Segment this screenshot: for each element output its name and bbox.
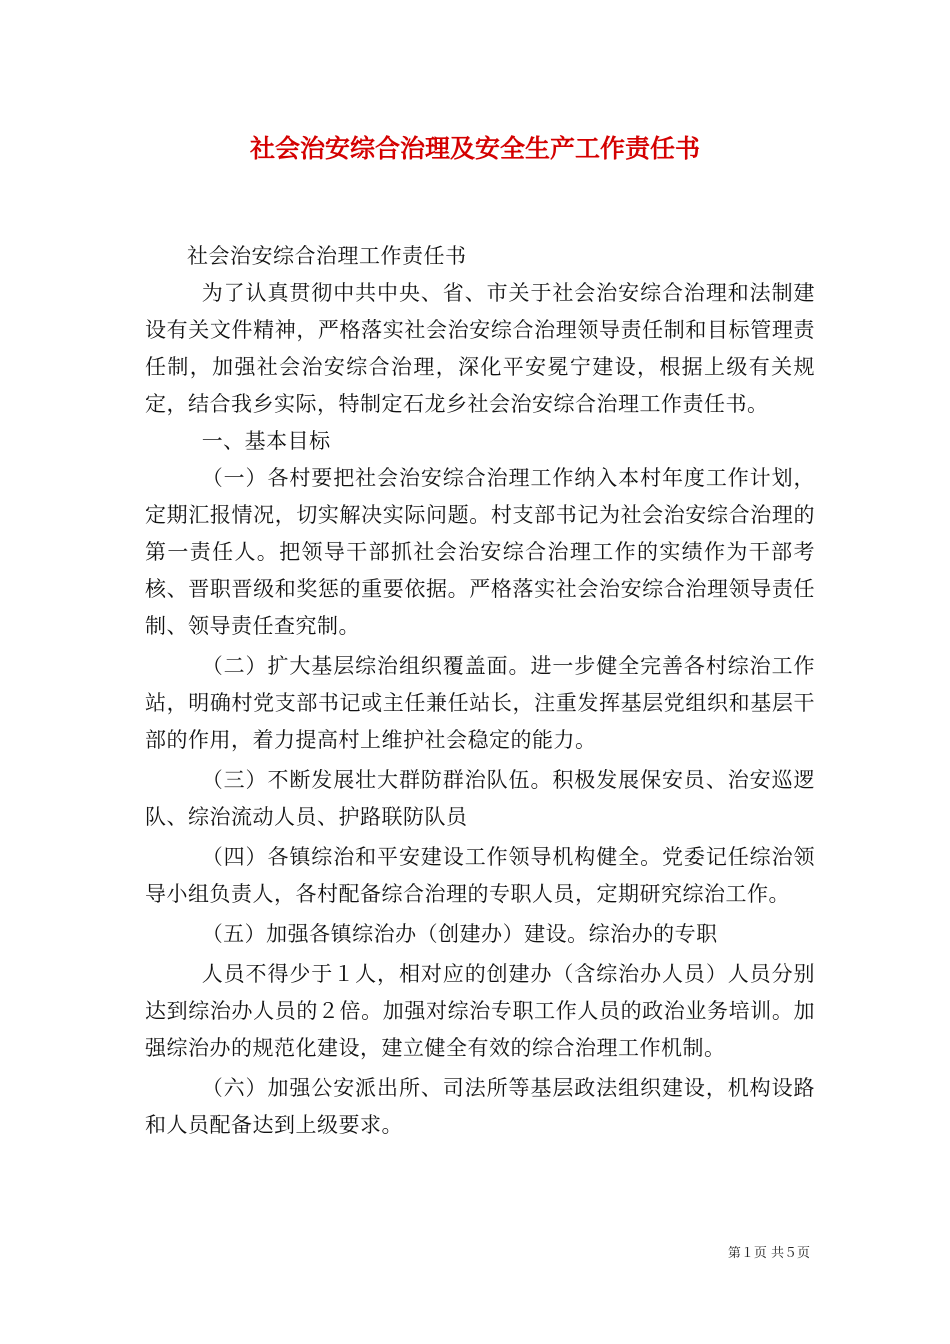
item-5-paragraph: （五）加强各镇综治办（创建办）建设。综治办的专职	[201, 922, 718, 946]
subtitle-paragraph: 社会治安综合治理工作责任书	[187, 244, 467, 268]
document-title: 社会治安综合治理及安全生产工作责任书	[249, 134, 700, 163]
page-number: 第１页 共５页	[727, 1246, 810, 1261]
section-heading: 一、基本目标	[201, 429, 331, 453]
item-6-paragraph: （六）加强公安派出所、司法所等基层政法组织建设，机构设路和人员配备达到上级要求。	[145, 1076, 815, 1137]
item-4-paragraph: （四）各镇综治和平安建设工作领导机构健全。党委记任综治领导小组负责人，各村配备综合治理的专职人员，定期研究综治工作。	[145, 845, 815, 906]
intro-paragraph: 为了认真贯彻中共中央、省、市关于社会治安综合治理和法制建设有关文件精神，严格落实社会治安综合治理领导责任制和目标管理责任制，加强社会治安综合治理，深化平安冕宁建设，根据上级有关规定，结合我乡实际，特制定石龙乡社会治安综合治理工作责任书。	[145, 281, 815, 416]
item-2-paragraph: （二）扩大基层综治组织覆盖面。进一步健全完善各村综治工作站，明确村党支部书记或主任兼任站长，注重发挥基层党组织和基层干部的作用，着力提高村上维护社会稳定的能力。	[145, 654, 815, 752]
item-3-paragraph: （三）不断发展壮大群防群治队伍。积极发展保安员、治安巡逻队、综治流动人员、护路联防队员	[145, 768, 815, 829]
item-5-continuation: 人员不得少于１人，相对应的创建办（含综治办人员）人员分别达到综治办人员的２倍。加强对综治专职工作人员的政治业务培训。加强综治办的规范化建设，建立健全有效的综合治理工作机制。	[145, 962, 815, 1060]
document-body	[145, 238, 815, 1144]
item-1-paragraph: （一）各村要把社会治安综合治理工作纳入本村年度工作计划，定期汇报情况，切实解决实际问题。村支部书记为社会治安综合治理的第一责任人。把领导干部抓社会治安综合治理工作的实绩作为干部考核、晋职晋级和奖惩的重要依据。严格落实社会治安综合治理领导责任制、领导责任查究制。	[145, 466, 815, 638]
